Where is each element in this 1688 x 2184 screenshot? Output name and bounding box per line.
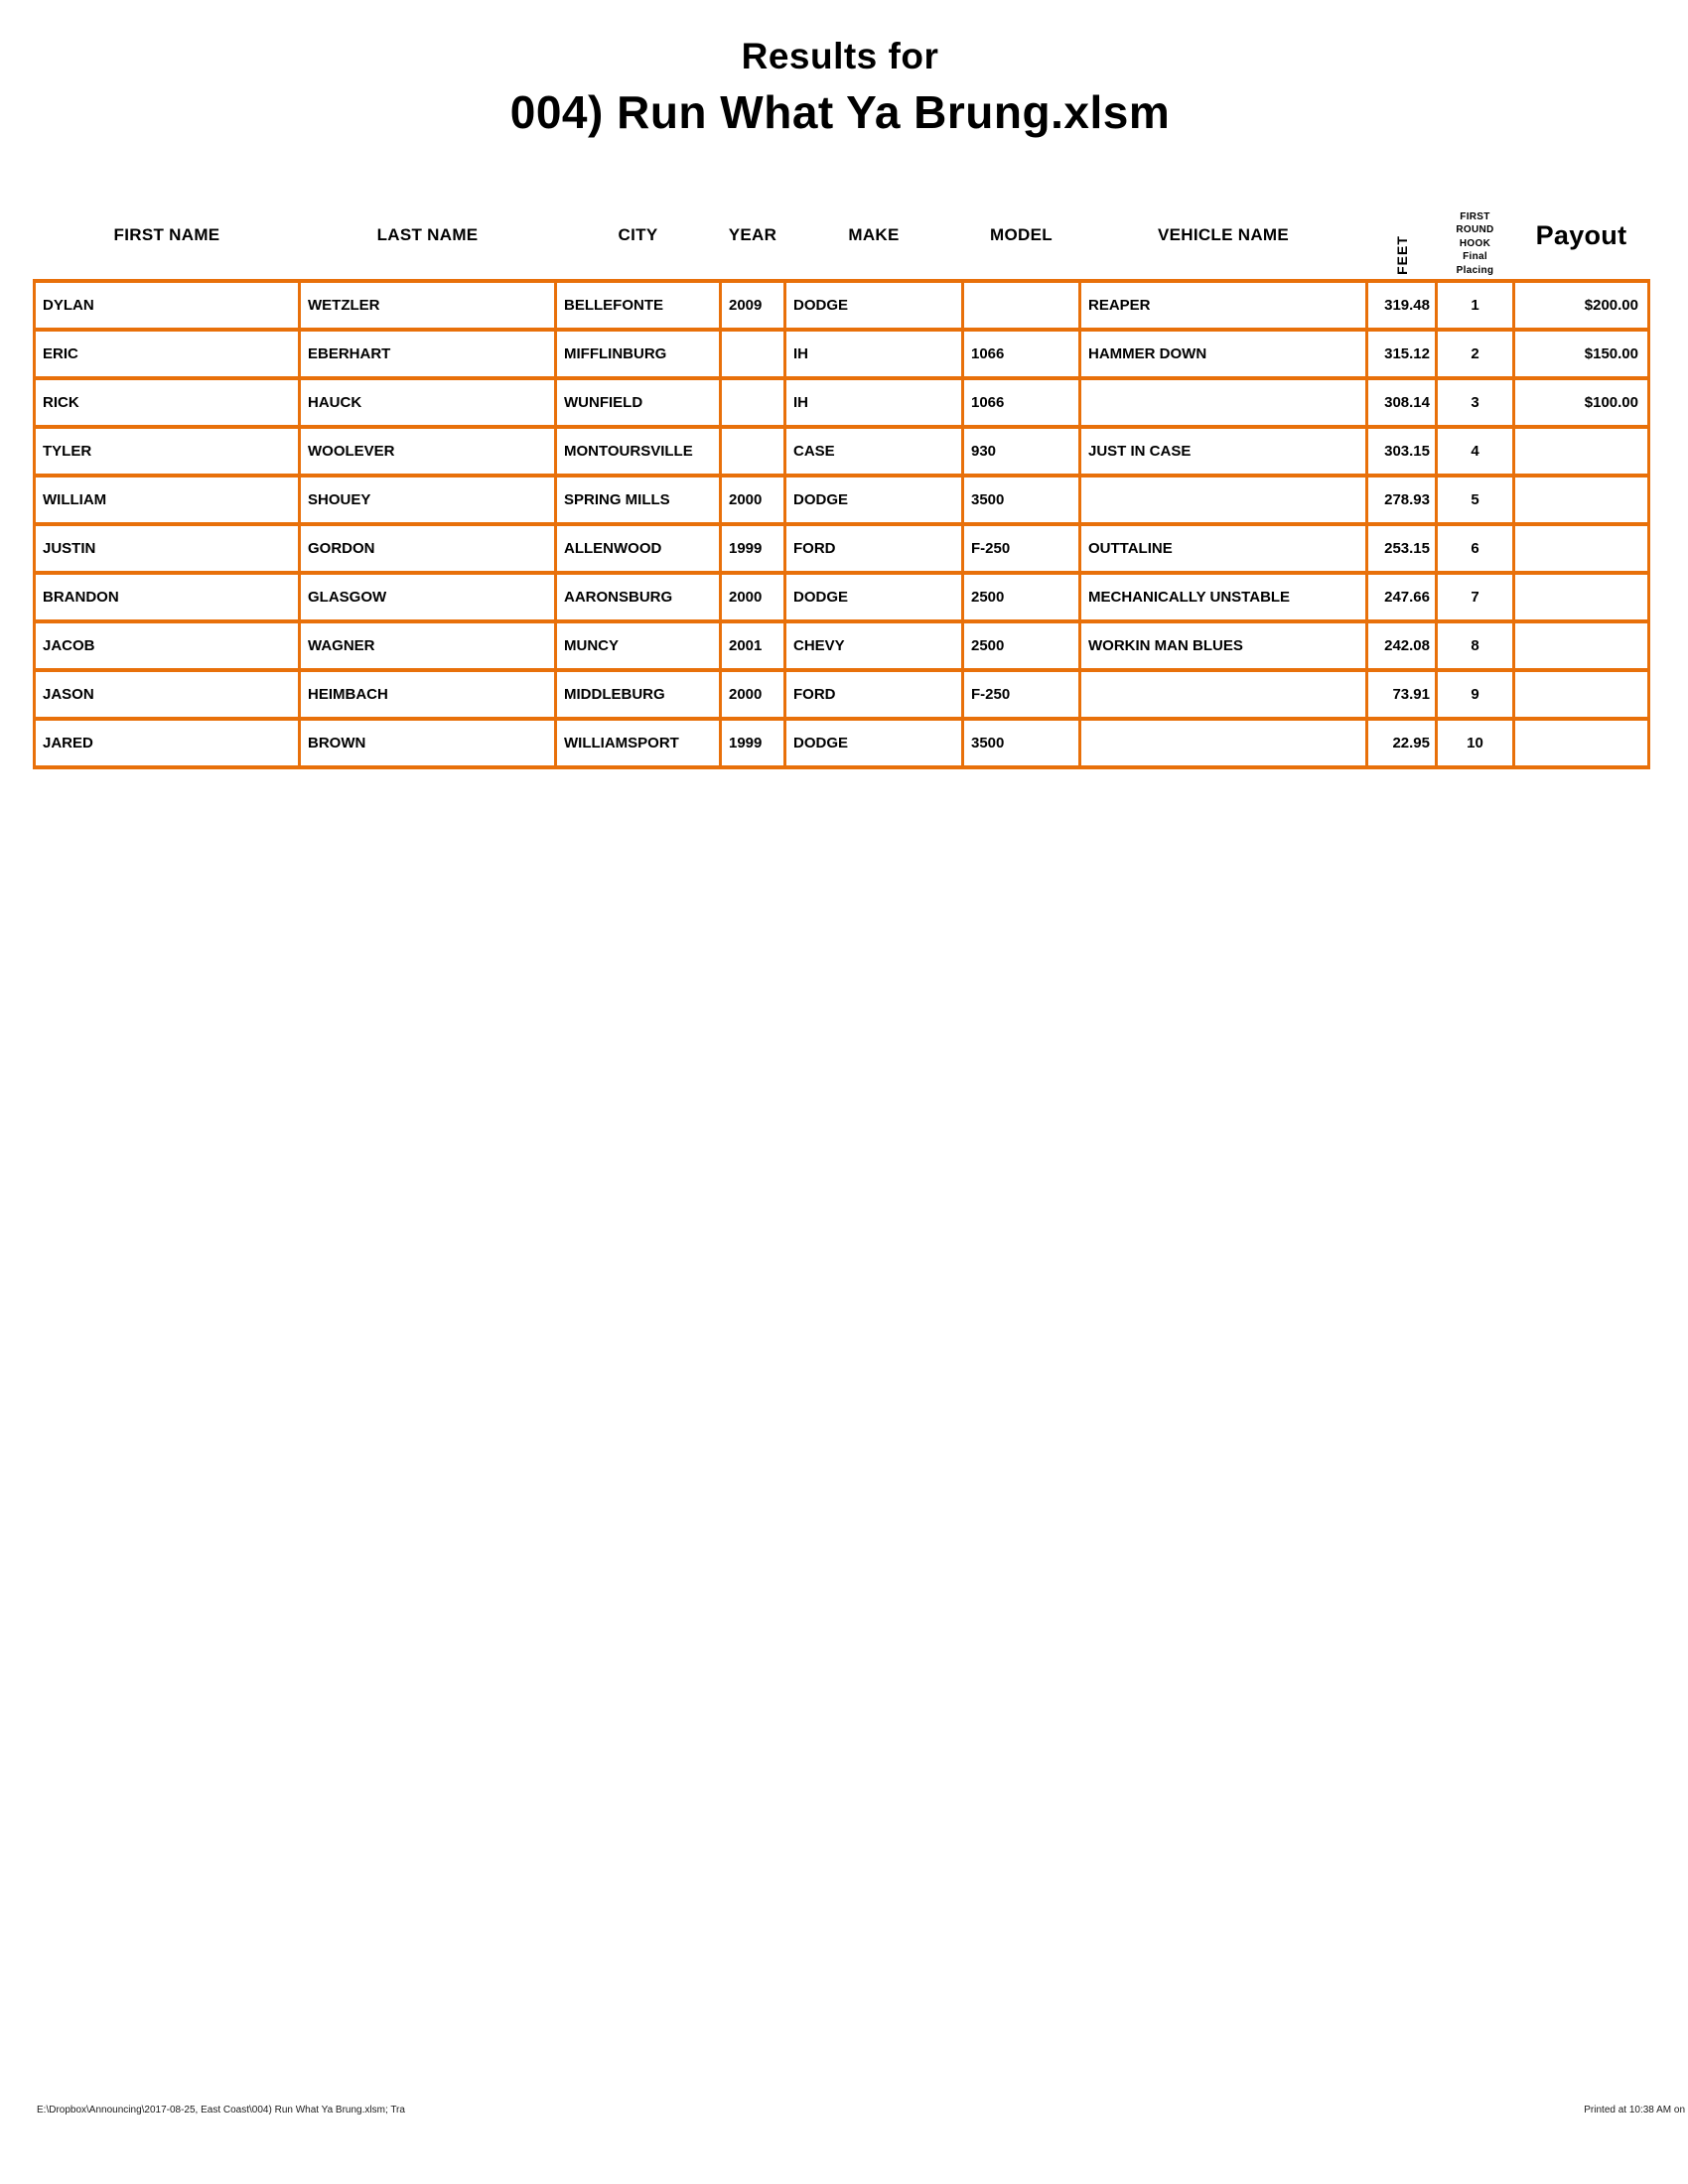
cell-make: DODGE xyxy=(785,573,963,621)
cell-year: 1999 xyxy=(721,719,785,767)
cell-city: AARONSBURG xyxy=(556,573,721,621)
cell-first-name: JASON xyxy=(35,670,300,719)
col-header-model: MODEL xyxy=(990,225,1053,244)
cell-make: IH xyxy=(785,330,963,378)
cell-feet: 242.08 xyxy=(1367,621,1437,670)
cell-model: 1066 xyxy=(963,330,1080,378)
cell-last-name: HEIMBACH xyxy=(300,670,556,719)
cell-placing: 3 xyxy=(1437,378,1514,427)
cell-city: BELLEFONTE xyxy=(556,281,721,330)
cell-feet: 22.95 xyxy=(1367,719,1437,767)
cell-first-name: TYLER xyxy=(35,427,300,476)
cell-year: 2000 xyxy=(721,476,785,524)
cell-year xyxy=(721,330,785,378)
cell-feet: 247.66 xyxy=(1367,573,1437,621)
col-header-payout: Payout xyxy=(1535,219,1627,250)
cell-vehicle-name: JUST IN CASE xyxy=(1080,427,1367,476)
cell-year: 1999 xyxy=(721,524,785,573)
hook-header-line: Placing xyxy=(1456,264,1494,276)
cell-payout xyxy=(1514,621,1649,670)
cell-payout xyxy=(1514,573,1649,621)
cell-first-name: WILLIAM xyxy=(35,476,300,524)
cell-placing: 6 xyxy=(1437,524,1514,573)
cell-vehicle-name xyxy=(1080,378,1367,427)
cell-city: ALLENWOOD xyxy=(556,524,721,573)
table-row xyxy=(35,378,1649,427)
cell-placing: 7 xyxy=(1437,573,1514,621)
cell-city: MONTOURSVILLE xyxy=(556,427,721,476)
cell-year: 2009 xyxy=(721,281,785,330)
cell-model: F-250 xyxy=(963,524,1080,573)
cell-year: 2000 xyxy=(721,670,785,719)
workbook-title: 004) Run What Ya Brung.xlsm xyxy=(509,85,1171,138)
cell-first-name: BRANDON xyxy=(35,573,300,621)
cell-vehicle-name: MECHANICALLY UNSTABLE xyxy=(1080,573,1367,621)
cell-feet: 315.12 xyxy=(1367,330,1437,378)
cell-first-name: JARED xyxy=(35,719,300,767)
cell-vehicle-name xyxy=(1080,670,1367,719)
cell-make: FORD xyxy=(785,524,963,573)
cell-placing: 10 xyxy=(1437,719,1514,767)
cell-vehicle-name xyxy=(1080,476,1367,524)
results-table xyxy=(33,192,1650,769)
cell-feet: 253.15 xyxy=(1367,524,1437,573)
cell-placing: 1 xyxy=(1437,281,1514,330)
cell-payout xyxy=(1514,670,1649,719)
cell-feet: 308.14 xyxy=(1367,378,1437,427)
table-row xyxy=(35,427,1649,476)
col-header-city: CITY xyxy=(618,225,658,244)
table-row xyxy=(35,573,1649,621)
cell-feet: 278.93 xyxy=(1367,476,1437,524)
cell-city: MIFFLINBURG xyxy=(556,330,721,378)
cell-placing: 9 xyxy=(1437,670,1514,719)
cell-model: 930 xyxy=(963,427,1080,476)
cell-placing: 5 xyxy=(1437,476,1514,524)
footer-print-timestamp: Printed at 10:38 AM on xyxy=(1584,2105,1685,2116)
cell-vehicle-name: REAPER xyxy=(1080,281,1367,330)
cell-model: 2500 xyxy=(963,573,1080,621)
col-header-vehicle-name: VEHICLE NAME xyxy=(1157,225,1290,244)
cell-last-name: GORDON xyxy=(300,524,556,573)
cell-feet: 73.91 xyxy=(1367,670,1437,719)
cell-payout: $150.00 xyxy=(1514,330,1649,378)
cell-model: 1066 xyxy=(963,378,1080,427)
cell-city: WUNFIELD xyxy=(556,378,721,427)
cell-year: 2000 xyxy=(721,573,785,621)
col-header-year: YEAR xyxy=(728,225,777,244)
table-row xyxy=(35,670,1649,719)
cell-city: WILLIAMSPORT xyxy=(556,719,721,767)
cell-vehicle-name: OUTTALINE xyxy=(1080,524,1367,573)
cell-first-name: ERIC xyxy=(35,330,300,378)
cell-model xyxy=(963,281,1080,330)
page-title: Results for xyxy=(741,36,939,76)
cell-last-name: GLASGOW xyxy=(300,573,556,621)
cell-feet: 303.15 xyxy=(1367,427,1437,476)
table-row xyxy=(35,281,1649,330)
cell-make: DODGE xyxy=(785,281,963,330)
cell-city: MUNCY xyxy=(556,621,721,670)
cell-feet: 319.48 xyxy=(1367,281,1437,330)
cell-make: CHEVY xyxy=(785,621,963,670)
hook-header-line: HOOK xyxy=(1459,237,1491,249)
cell-last-name: WAGNER xyxy=(300,621,556,670)
cell-year: 2001 xyxy=(721,621,785,670)
col-header-last-name: LAST NAME xyxy=(376,225,479,244)
col-header-first-round-hook-placing xyxy=(1437,192,1514,281)
cell-vehicle-name xyxy=(1080,719,1367,767)
cell-model: 3500 xyxy=(963,476,1080,524)
col-header-first-name: FIRST NAME xyxy=(113,225,220,244)
cell-placing: 2 xyxy=(1437,330,1514,378)
cell-last-name: EBERHART xyxy=(300,330,556,378)
cell-placing: 8 xyxy=(1437,621,1514,670)
col-header-feet xyxy=(1367,192,1437,281)
cell-last-name: WOOLEVER xyxy=(300,427,556,476)
cell-vehicle-name: HAMMER DOWN xyxy=(1080,330,1367,378)
cell-model: F-250 xyxy=(963,670,1080,719)
cell-make: CASE xyxy=(785,427,963,476)
cell-first-name: JUSTIN xyxy=(35,524,300,573)
cell-make: IH xyxy=(785,378,963,427)
cell-first-name: DYLAN xyxy=(35,281,300,330)
table-row xyxy=(35,719,1649,767)
page-title-block xyxy=(33,36,1647,138)
cell-last-name: HAUCK xyxy=(300,378,556,427)
cell-make: DODGE xyxy=(785,719,963,767)
table-row xyxy=(35,621,1649,670)
cell-first-name: JACOB xyxy=(35,621,300,670)
cell-payout: $100.00 xyxy=(1514,378,1649,427)
table-row xyxy=(35,524,1649,573)
table-row xyxy=(35,476,1649,524)
col-header-make: MAKE xyxy=(848,225,900,244)
cell-placing: 4 xyxy=(1437,427,1514,476)
cell-model: 3500 xyxy=(963,719,1080,767)
cell-city: SPRING MILLS xyxy=(556,476,721,524)
cell-model: 2500 xyxy=(963,621,1080,670)
cell-year xyxy=(721,378,785,427)
cell-payout xyxy=(1514,719,1649,767)
cell-payout xyxy=(1514,427,1649,476)
cell-year xyxy=(721,427,785,476)
cell-vehicle-name: WORKIN MAN BLUES xyxy=(1080,621,1367,670)
cell-city: MIDDLEBURG xyxy=(556,670,721,719)
hook-header-line: ROUND xyxy=(1456,224,1494,235)
cell-last-name: SHOUEY xyxy=(300,476,556,524)
cell-payout xyxy=(1514,476,1649,524)
hook-header-line: Final xyxy=(1463,251,1487,262)
cell-last-name: BROWN xyxy=(300,719,556,767)
cell-last-name: WETZLER xyxy=(300,281,556,330)
cell-payout xyxy=(1514,524,1649,573)
cell-make: FORD xyxy=(785,670,963,719)
header-row xyxy=(35,192,1649,281)
feet-rotated-label: FEET xyxy=(1393,235,1410,275)
hook-header-line: FIRST xyxy=(1460,210,1490,222)
cell-make: DODGE xyxy=(785,476,963,524)
cell-payout: $200.00 xyxy=(1514,281,1649,330)
cell-first-name: RICK xyxy=(35,378,300,427)
footer-file-path: E:\Dropbox\Announcing\2017-08-25, East Coast\004) Run What Ya Brung.xlsm; Tra xyxy=(37,2105,405,2116)
table-row xyxy=(35,330,1649,378)
